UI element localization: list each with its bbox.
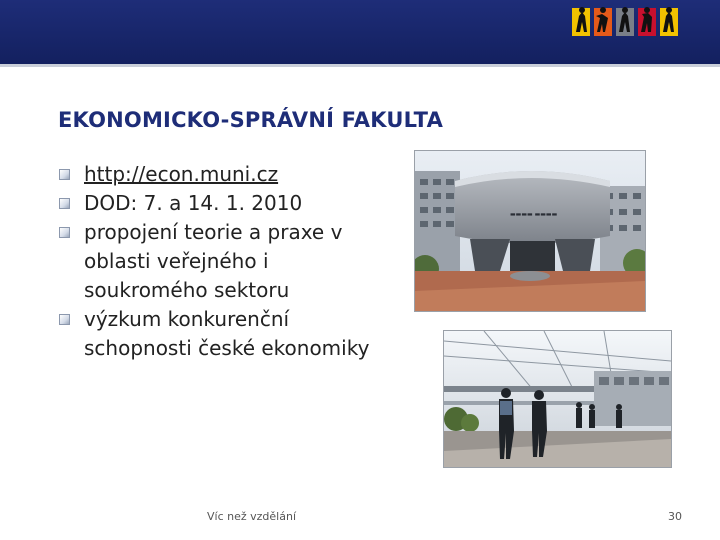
bullet-line: schopnosti české ekonomiky <box>84 336 370 360</box>
faculty-building-photo <box>414 150 646 312</box>
faculty-website-link[interactable]: http://econ.muni.cz <box>84 162 279 186</box>
bullet-theory-practice <box>56 218 396 305</box>
bullet-marker-icon <box>59 198 70 209</box>
bullet-website <box>56 160 396 189</box>
footer-tagline: Víc než vzdělání <box>207 510 296 523</box>
svg-text:▬▬▬▬ ▬▬▬▬: ▬▬▬▬ ▬▬▬▬ <box>510 211 558 218</box>
bullet-line: soukromého sektoru <box>84 278 290 302</box>
bullet-research <box>56 305 396 363</box>
slide-title: EKONOMICKO-SPRÁVNÍ FAKULTA <box>58 108 444 132</box>
bullet-open-day <box>56 189 396 218</box>
bullet-list <box>56 160 396 363</box>
bullet-line: oblasti veřejného i <box>84 249 269 273</box>
faculty-atrium-photo <box>443 330 672 468</box>
bullet-line: propojení teorie a praxe v <box>84 220 343 244</box>
header-divider <box>0 64 720 67</box>
bullet-marker-icon <box>59 314 70 325</box>
bullet-marker-icon <box>59 227 70 238</box>
open-day-text: DOD: 7. a 14. 1. 2010 <box>84 191 303 215</box>
bullet-line: výzkum konkurenční <box>84 307 290 331</box>
university-logo-figures-icon <box>572 2 692 40</box>
bullet-marker-icon <box>59 169 70 180</box>
page-number: 30 <box>668 510 682 523</box>
